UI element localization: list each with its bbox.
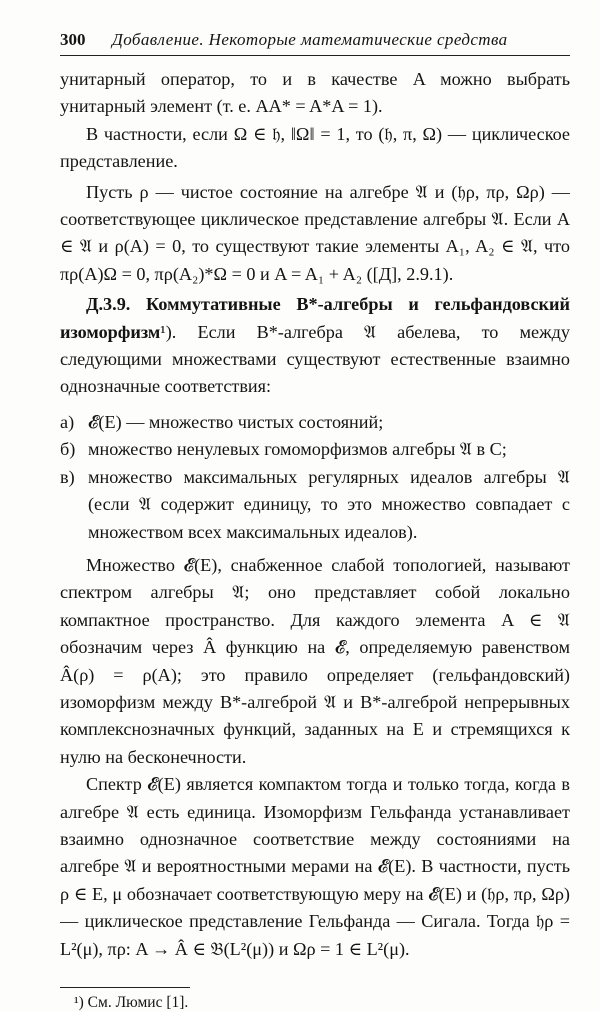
list-marker: в) [60,466,75,487]
list-item-text: множество максимальных регулярных идеалов алгебры 𝔄 (если 𝔄 содержит единицу, то это множество совпадает с множеством всех максимальных идеалов). [88,466,570,542]
paragraph-3: Пусть ρ — чистое состояние на алгебре 𝔄 и (𝔥ρ, πρ, Ωρ) — соответствующее циклическое представление алгебры 𝔄. Если A ∈ 𝔄 и ρ(A) = 0, то существуют такие элементы A₁, A₂ ∈ 𝔄, что πρ(A)Ω = 0, πρ(A₂)*Ω = 0 и A = A₁ + A₂ ([Д], 2.9.1). [60,181,570,284]
section-intro-text: ¹). Если B*-алгебра 𝔄 абелева, то между следующими множествами существуют естественные взаимно однозначные соответствия: [60,321,570,397]
page-header [60,30,570,56]
correspondence-list [60,409,570,546]
list-item-text: 𝓔(E) — множество чистых состояний; [88,411,384,432]
book-page [60,30,570,1012]
paragraph-spectrum: Множество 𝓔(E), снабженное слабой топологией, называют спектром алгебры 𝔄; оно представляет собой локально компактное пространство. Для каждого элемента A ∈ 𝔄 обозначим через Â функцию на 𝓔, определяемую равенством Â(ρ) = ρ(A); это правило определяет (гельфандовский) изоморфизм между B*-алгеброй 𝔄 и B*-алгеброй непрерывных комплекснозначных функций, заданных на E и стремящихся к нулю на бесконечности. [60,554,570,767]
paragraph-1: унитарный оператор, то и в качестве A можно выбрать унитарный элемент (т. е. AA* = A*A = 1). [60,69,570,117]
section-title: Д.3.9. Коммутативные B*-алгебры и гельфандовский изоморфизм [60,294,570,342]
list-item [60,464,570,546]
running-head: Добавление. Некоторые математические средства [112,30,508,49]
footnote-divider [60,987,190,988]
section-paragraph [60,291,570,401]
page-number: 300 [60,30,86,49]
list-item [60,436,570,463]
list-item [60,409,570,436]
paragraph-compact: Спектр 𝓔(E) является компактом тогда и только тогда, когда в алгебре 𝔄 есть единица. Изоморфизм Гельфанда устанавливает взаимно однозначное соответствие между состояниями на алгебре 𝔄 и вероятностными мерами на 𝓔(E). В частности, пусть ρ ∈ E, μ обозначает соответствующую меру на 𝓔(E) и (𝔥ρ, πρ, Ωρ) — циклическое представление Гельфанда — Сигала. Тогда 𝔥ρ = L²(μ), πρ: A → Â ∈ 𝔅(L²(μ)) и Ωρ = 1 ∈ L²(μ). [60,774,570,959]
footnote: ¹) См. Люмис [1]. [74,994,189,1011]
paragraph-2: В частности, если Ω ∈ 𝔥, ‖Ω‖ = 1, то (𝔥, π, Ω) — циклическое представление. [60,123,570,172]
list-marker: б) [60,439,76,460]
list-item-text: множество ненулевых гомоморфизмов алгебры 𝔄 в C; [88,439,507,460]
list-marker: а) [60,411,75,432]
